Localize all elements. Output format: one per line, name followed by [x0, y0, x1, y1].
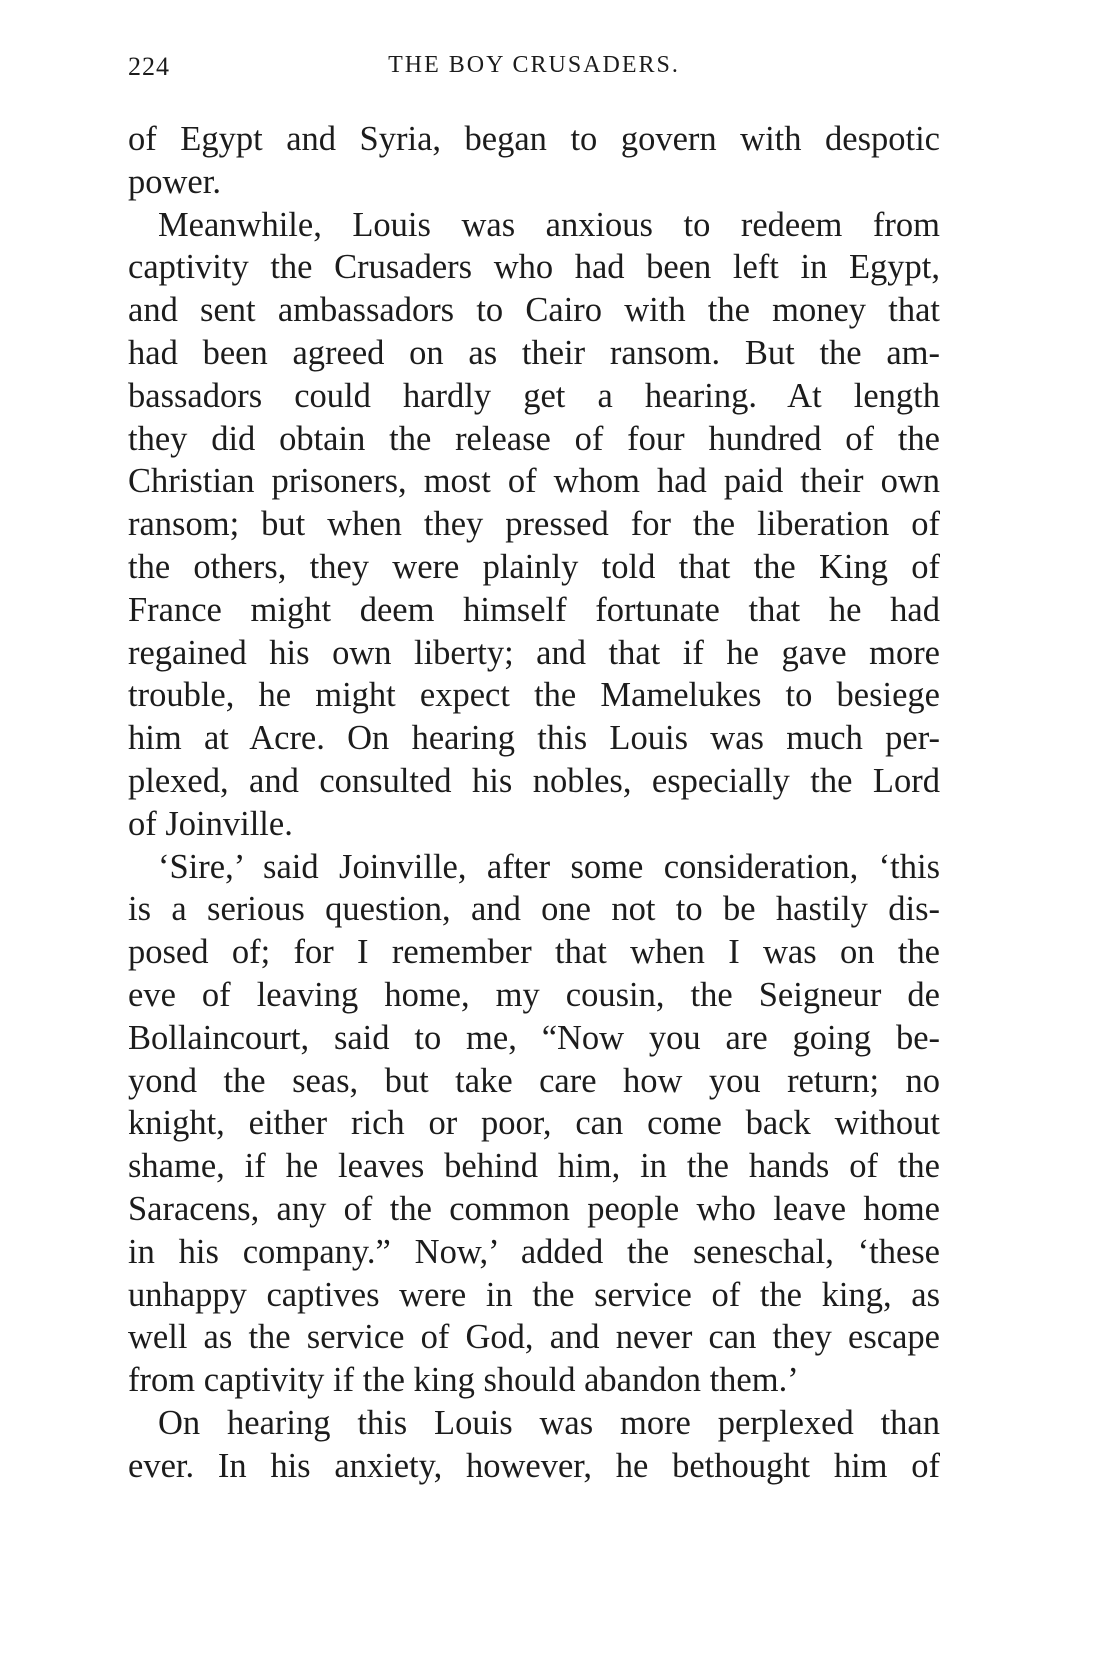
text-line: ransom; but when they pressed for the liberation of	[128, 505, 940, 544]
page-header	[128, 52, 940, 92]
text-line: they did obtain the release of four hundred of the	[128, 419, 940, 458]
body-text	[128, 118, 940, 1488]
text-line: eve of leaving home, my cousin, the Seigneur de	[128, 975, 940, 1014]
text-line: power.	[128, 162, 221, 201]
text-line: regained his own liberty; and that if he gave more	[128, 633, 940, 672]
text-line: had been agreed on as their ransom. But the am-	[128, 333, 940, 372]
text-line: Saracens, any of the common people who leave home	[128, 1189, 940, 1228]
text-line: plexed, and consulted his nobles, especially the Lord	[128, 761, 940, 800]
text-line: Christian prisoners, most of whom had paid their own	[128, 462, 940, 501]
text-line: France might deem himself fortunate that he had	[128, 590, 940, 629]
text-line: of Joinville.	[128, 804, 293, 843]
text-line: shame, if he leaves behind him, in the hands of the	[128, 1147, 940, 1186]
text-line: Bollaincourt, said to me, “Now you are going be-	[128, 1018, 940, 1057]
text-line: the others, they were plainly told that the King of	[128, 547, 940, 586]
text-line: from captivity if the king should abandon them.’	[128, 1361, 799, 1400]
text-line: posed of; for I remember that when I was on the	[128, 933, 940, 972]
text-line: On hearing this Louis was more perplexed than	[158, 1403, 940, 1442]
text-line: and sent ambassadors to Cairo with the money that	[128, 291, 940, 330]
text-line: in his company.” Now,’ added the seneschal, ‘these	[128, 1232, 940, 1271]
text-line: captivity the Crusaders who had been left in Egypt,	[128, 248, 940, 287]
text-line: is a serious question, and one not to be hastily dis-	[128, 890, 940, 929]
text-line: of Egypt and Syria, began to govern with despotic	[128, 120, 940, 158]
text-line: well as the service of God, and never can they escape	[128, 1318, 940, 1357]
text-line: yond the seas, but take care how you return; no	[128, 1061, 940, 1100]
text-line: knight, either rich or poor, can come back without	[128, 1104, 940, 1143]
text-line: Meanwhile, Louis was anxious to redeem from	[158, 205, 940, 244]
text-line: ever. In his anxiety, however, he bethought him of	[128, 1446, 940, 1485]
text-line: bassadors could hardly get a hearing. At length	[128, 376, 940, 415]
text-line: him at Acre. On hearing this Louis was much per-	[128, 719, 940, 758]
page-number: 224	[128, 52, 170, 81]
text-line: trouble, he might expect the Mamelukes to besiege	[128, 676, 940, 715]
text-line: ‘Sire,’ said Joinville, after some consideration, ‘this	[158, 847, 940, 886]
running-title: THE BOY CRUSADERS.	[388, 52, 680, 78]
text-line: unhappy captives were in the service of the king, as	[128, 1275, 940, 1314]
